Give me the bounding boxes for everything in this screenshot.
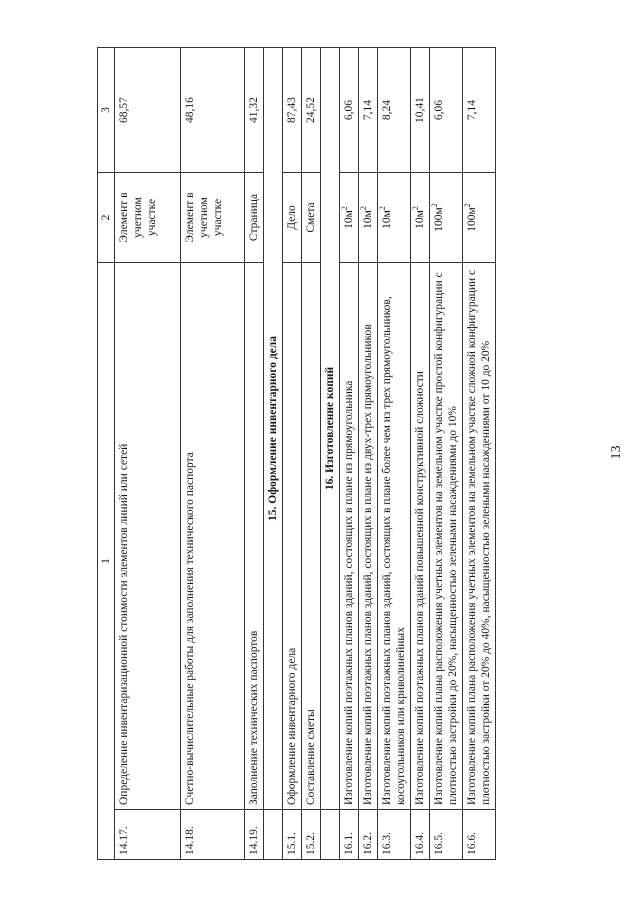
item-number: 16.5. xyxy=(430,810,463,860)
item-price: 6,06 xyxy=(340,48,359,173)
item-description: Изготовление копий плана расположения учетных элементов на земельном участке простой конфигурации с плотностью застройки до 20%, насыщенностью зелеными насаждениями до 10% xyxy=(430,263,463,810)
item-unit: $100м^2$ xyxy=(430,173,463,263)
item-number: 14.17. xyxy=(115,810,181,860)
item-number: 15.2. xyxy=(302,810,321,860)
item-unit: Элемент в учетном участке xyxy=(115,173,181,263)
item-unit: $10м^2$ xyxy=(359,173,378,263)
section-row xyxy=(321,48,340,860)
item-unit: $10м^2$ xyxy=(340,173,359,263)
item-price: 68,57 xyxy=(115,48,181,173)
item-price: 87,43 xyxy=(283,48,302,173)
item-number: 14.18. xyxy=(181,810,245,860)
item-price: 8,24 xyxy=(378,48,411,173)
table-row xyxy=(359,48,378,860)
item-description: Счетно-вычислительные работы для заполнения технического паспорта xyxy=(181,263,245,810)
table-row xyxy=(181,48,245,860)
item-price: 41,32 xyxy=(245,48,264,173)
item-number: 16.2. xyxy=(359,810,378,860)
item-number: 16.4. xyxy=(411,810,430,860)
item-description: Изготовление копий поэтажных планов зданий повышенной конструктивной сложности xyxy=(411,263,430,810)
item-price: 7,14 xyxy=(463,48,496,173)
item-number: 15.1. xyxy=(283,810,302,860)
price-table xyxy=(97,47,496,860)
item-description: Изготовление копий поэтажных планов зданий, состоящих в плане из двух-трех прямоугольников xyxy=(359,263,378,810)
table-row xyxy=(378,48,411,860)
item-number: 16.3. xyxy=(378,810,411,860)
item-unit: $10м^2$ xyxy=(411,173,430,263)
item-price: 48,16 xyxy=(181,48,245,173)
page-number: 13 xyxy=(609,445,624,460)
item-description: Изготовление копий плана расположения учетных элементов на земельном участке сложной конфигурации с плотностью застройки от 20% до 40%, насыщенностью зелеными насаждениями от 10 до 20% xyxy=(463,263,496,810)
table-row xyxy=(245,48,264,860)
item-unit: Дело xyxy=(283,173,302,263)
table-row xyxy=(430,48,463,860)
table-row xyxy=(411,48,430,860)
section-title: 15. Оформление инвентарного дела xyxy=(264,48,283,810)
table-row xyxy=(283,48,302,860)
header-col-3: 3 xyxy=(98,48,115,173)
header-col-2: 2 xyxy=(98,173,115,263)
item-unit: Элемент в учетном участке xyxy=(181,173,245,263)
header-col-1: 1 xyxy=(98,263,115,860)
item-price: 24,52 xyxy=(302,48,321,173)
item-description: Изготовление копий поэтажных планов зданий, состоящих в плане из прямоугольника xyxy=(340,263,359,810)
item-description: Составление сметы xyxy=(302,263,321,810)
item-number: 16.6. xyxy=(463,810,496,860)
item-price: 7,14 xyxy=(359,48,378,173)
item-unit: Смета xyxy=(302,173,321,263)
item-unit: Страница xyxy=(245,173,264,263)
section-number-cell xyxy=(321,810,340,860)
section-number-cell xyxy=(264,810,283,860)
table-row xyxy=(463,48,496,860)
item-number: 14.19. xyxy=(245,810,264,860)
item-description: Оформление инвентарного дела xyxy=(283,263,302,810)
item-description: Определение инвентаризационной стоимости элементов линий или сетей xyxy=(115,263,181,810)
table-row xyxy=(115,48,181,860)
item-description: Изготовление копий поэтажных планов зданий, состоящих в плане более чем из трех прямоугольников, косоугольников или криволинейных xyxy=(378,263,411,810)
item-price: 6,06 xyxy=(430,48,463,173)
item-price: 10,41 xyxy=(411,48,430,173)
table-row xyxy=(340,48,359,860)
item-number: 16.1. xyxy=(340,810,359,860)
item-description: Заполнение технических паспортов xyxy=(245,263,264,810)
item-unit: $100м^2$ xyxy=(463,173,496,263)
section-row xyxy=(264,48,283,860)
item-unit: $10м^2$ xyxy=(378,173,411,263)
section-title: 16. Изготовление копий xyxy=(321,48,340,810)
table-header-row xyxy=(98,48,115,860)
table-row xyxy=(302,48,321,860)
